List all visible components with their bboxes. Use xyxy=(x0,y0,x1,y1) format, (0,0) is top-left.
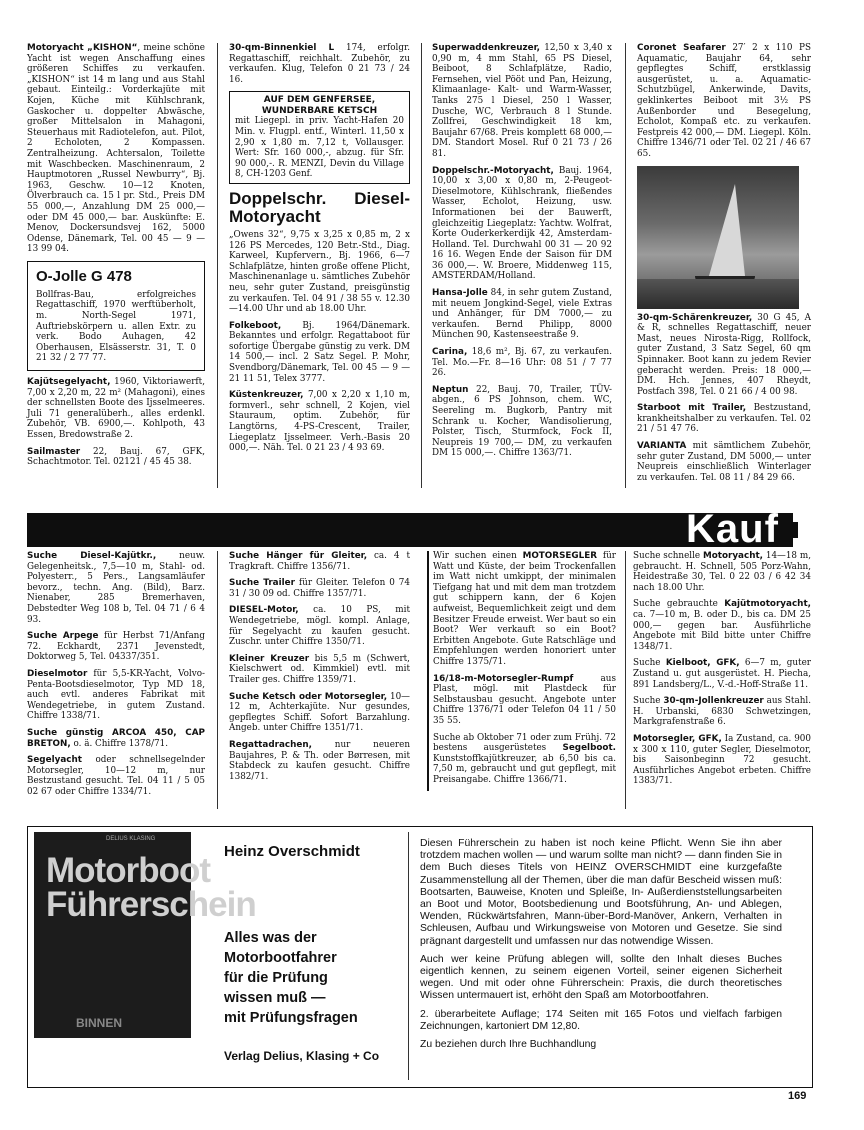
wanted-ad xyxy=(633,551,811,593)
ad-headline: Suche Arpege xyxy=(27,631,99,642)
classified-ad xyxy=(432,166,612,283)
wanted-ad xyxy=(27,551,205,625)
wanted-ad xyxy=(433,733,616,786)
ad-headline: Motoryacht „KISHON“ xyxy=(27,43,138,53)
classified-ad xyxy=(432,347,612,379)
boxed-ad-text: mit Liegepl. in priv. Yacht-Hafen 20 Min. v. Flugpl. entf., Winterl. 11,50 x 2,90 x 1,80 m. 7,12 t, Vollausger. Wert: Sfr. 160 000,-, abzug. für Sfr. 90 000,-. R. MENZI, Devin du Village 8, CH-1203 Genf. xyxy=(235,116,404,180)
ad-text: neuw. Gelegenheitsk., 7,5—10 m, Stahl- od. Polyesterr., 5 Pers., Langsamläufer bevorz., techn. Ang. (Bild), Barz. Nienaber, 285 Bremerhaven, Debstedter Weg 108 b, Tel. 04 71 / 6 4 93. xyxy=(27,551,205,625)
boxed-ad xyxy=(229,91,410,184)
ad-text: „Owens 32“, 9,75 x 3,25 x 0,85 m, 2 x 126 PS Mercedes, 120 Betr.-Std., Diag. Karweel, Kupfervern., Bj. 1966, 6—7 Schlafplätze, hinten große offene Plicht, Maschinenanlage u. sämtliches Zubehör neu, sehr guter Zustand, preisgünstig zu verkaufen. Tel. 04 91 / 38 55 v. 12.30—14.00 Uhr und ab 18.00 Uhr. xyxy=(229,229,410,315)
ad-text: oder schnellsegelnder Motorsegler, 10—12 m, nur Bestzustand gesucht. Tel. 04 11 / 5 05 02 67 oder Chiffre 1334/71. xyxy=(27,755,205,797)
book-author: Heinz Overschmidt xyxy=(224,843,360,860)
ad-text: Suche xyxy=(633,696,664,707)
wanted-ad xyxy=(229,605,410,647)
wanted-ad xyxy=(433,551,616,668)
column-divider xyxy=(217,551,218,809)
book-cover-title: Motorboot Führerschein xyxy=(46,851,256,924)
classified-ad xyxy=(229,43,410,85)
column-divider xyxy=(217,43,218,488)
sailboat-photo xyxy=(637,166,799,309)
ad-text: 1960, Viktoriawerft, 7,00 x 2,20 m, 22 m² (Mahagoni), eines der schnellsten Boote des Ijsselmeeres. Juli 71 generalüberh., alles erdenkl. Zubehör, VB. 6900,—. Kohlpoth, 43 Essen, Bredowstraße 2. xyxy=(27,377,205,440)
ad-large-headline: Doppelschr. Diesel-Motoryacht xyxy=(229,188,410,226)
book-description-paragraph: Auch wer keine Prüfung ablegen will, sollte den Inhalt dieses Buches eigentlich kennen, zu seinem eigenen Vorteil, seiner eigenen Sicherheit wegen. Und mit oder ohne Führerschein: Praxis, die durch theoretisches Wissen untermauert ist, erhöht den Spaß am Motorbootfahren. xyxy=(420,953,782,1002)
ad-text: 6—7 m, guter Zustand u. gut ausgerüstet. H. Piecha, 891 Landsberg/L., V.-d.-Hoff-Straße 11. xyxy=(633,658,811,690)
book-description xyxy=(420,838,782,1057)
classified-ad xyxy=(637,403,811,435)
ad-text: Suche ab Oktober 71 oder zum Frühj. 72 bestens ausgerüstetes xyxy=(433,732,616,754)
ad-headline: Suche Diesel-Kajütkr., xyxy=(27,551,157,561)
ad-headline: 30-qm-Jollenkreuzer xyxy=(663,696,764,707)
section-banner xyxy=(27,513,793,547)
ad-text: nur neueren Baujahres, P. & Th. oder Børresen, mit Stabdeck zu kaufen gesucht. Chiffre 1382/71. xyxy=(229,739,410,782)
book-cover xyxy=(34,832,256,1038)
ad-headline: Starboot mit Trailer, xyxy=(637,403,747,414)
boxed-ad-title: O-Jolle G 478 xyxy=(36,267,132,285)
ad-text: 174, erfolgr. Regattaschiff, reichhalt. Zubehör, zu verkaufen. Klug, Telefon 0 21 73 / 24 16. xyxy=(229,43,410,85)
ad-headline: Suche günstig ARCOA 450, CAP BRETON, xyxy=(27,727,205,749)
boxed-ad xyxy=(27,261,205,371)
ad-text: bis 5,5 m (Schwert, Kielschwert od. Kimmkiel) evtl. mit Trailer ges. Chiffre 1359/71. xyxy=(229,653,410,685)
ad-text: 22, Bauj. 70, Trailer, TÜV-abgen., 6 PS Johnson, chem. WC, Seereling m. Bugkorb, Pantry mit Schrank u. Kocher, Wandisolierung, Polster, Tisch, Sturmfock, Fock II, Neupreis 19 700,— DM, zu verkaufen DM 15 000,—. Chiffre 1363/71. xyxy=(432,384,612,459)
classified-ad xyxy=(432,288,612,341)
page-number: 169 xyxy=(788,1090,807,1102)
ad-text: ca. 7—10 m, B. oder D., bis ca. DM 25 000,— gegen bar. Ausführliche Angebote mit Bild bitte unter Chiffre 1348/71. xyxy=(633,609,811,652)
ad-text: Suche gebrauchte xyxy=(633,599,725,610)
ad-text: Ia Zustand, ca. 900 x 300 x 110, guter Segler, Dieselmotor, bis Saisonbeginn 72 gesucht. Ausführliches Angebot erbeten. Chiffre 1383/71. xyxy=(633,733,811,787)
ad-text: Bestzustand, krankheitshalber zu verkaufen. Tel. 02 21 / 51 47 76. xyxy=(637,403,811,435)
ad-text: aus Stahl. H. Urbanski, 6830 Schwetzingen, Markgrafenstraße 6. xyxy=(633,696,811,728)
ad-text: Suche schnelle xyxy=(633,551,703,561)
ad-headline: Segelyacht xyxy=(27,755,82,766)
ad-text: , meine schöne Yacht ist wegen Anschaffung eines größeren Schiffes zu verkaufen. „KISHON“ ist 14 m lang und aus Stahl gebaut. Einteilg.: Vorderkajüte mit Kojen, Küche mit Kühlschrank, Gaskocher u. doppelter Abwäsche, großer Mittelsalon in Mahagoni, Steuerhaus mit Radiotelefon, aut. Pilot, 2 Echoloten, 2 Kompassen. Zentralheizung. Achtersalon, Toilette mit Waschbecken. Maschinenraum, 2 Hauptmotoren „Russel Newburry“, Bj. 1963, Geschw. 10—12 Knoten, Ölverbrauch ca. 15 l pr. Std., Preis DM 55 000,—, Anzahlung DM 25 000,— oder DM 45 000,— bar. Auskünfte: E. Menov, Dockersundsvej 162, 5000 Odense, Dänemark, Tel. 00 45 — 9 — 13 99 04. xyxy=(27,43,205,255)
classified-ad xyxy=(229,321,410,385)
wanted-ad xyxy=(27,728,205,749)
ad-headline: Kajütsegelyacht, xyxy=(27,377,111,388)
ad-text: 14—18 m, gebraucht. H. Schnell, 505 Porz-Wahn, Heidestraße 30, Tel. 0 22 03 / 6 42 34 nach 18.00 Uhr. xyxy=(633,551,811,593)
water-shape xyxy=(637,279,799,309)
book-availability: Zu beziehen durch Ihre Buchhandlung xyxy=(420,1039,597,1051)
ad-headline: VARIANTA xyxy=(637,441,687,452)
classified-ad xyxy=(432,43,612,160)
ad-headline: DIESEL-Motor, xyxy=(229,605,299,616)
ad-text: 10—12 m, Achterkajüte. Nur gesundes, gepflegtes Schiff. Sofort Barzahlung. Angeb. unter Chiffre 1351/71. xyxy=(229,691,410,734)
ad-text: 27′ 2 x 110 PS Aquamatic, Baujahr 64, sehr gepflegtes Schiff, erstklassig ausgerüstet, u. a. Aquamatic-Schutzbügel, Ankerwinde, Davits, geklinkertes Beiboot mit 3½ PS Außenborder und Besegelung, Echolot, Kompaß etc. zu verkaufen. Festpreis 42 000,— DM. Liegepl. Köln. Chiffre 1346/71 oder Tel. 02 21 / 46 67 65. xyxy=(637,43,811,159)
ad-headline: 30-qm-Schärenkreuzer, xyxy=(637,312,753,323)
wanted-ad xyxy=(229,740,410,782)
ad-text: für Gleiter. Telefon 0 74 31 / 30 09 od. Chiffre 1357/71. xyxy=(229,578,410,599)
ad-headline: Kielboot, GFK, xyxy=(665,658,740,669)
book-publisher-mark: DELIUS KLASING xyxy=(106,836,156,842)
column-divider xyxy=(625,43,626,488)
wanted-ad xyxy=(229,551,410,572)
ad-headline: Hansa-Jolle xyxy=(432,288,488,299)
section-banner-label: Kauf xyxy=(686,507,779,551)
book-publisher: Verlag Delius, Klasing + Co xyxy=(224,1049,380,1063)
ad-text: Suche xyxy=(633,658,666,669)
wanted-ad xyxy=(229,692,410,734)
ad-headline: Carina, xyxy=(432,347,468,358)
wanted-ad xyxy=(229,578,410,599)
ad-text: 22, Bauj. 67, GFK, Schachtmotor. Tel. 02121 / 45 45 38. xyxy=(27,446,205,468)
ad-headline: Suche Hänger für Gleiter, xyxy=(229,551,368,561)
ad-text: Bj. 1964/Dänemark. Bekanntes und erfolgr. Regattaboot für sofortige Übergabe günstig zu verk. DM 14 500,— incl. 2 Satz Segel. P. Mohr, Svendborg/Dänemark, Tel. 00 45 — 9 — 21 11 51, Telex 3777. xyxy=(229,320,410,384)
ad-headline: Kajütmotoryacht, xyxy=(724,599,811,610)
sail-shape xyxy=(709,184,745,276)
ad-text: ca. 4 t Tragkraft. Chiffre 1356/71. xyxy=(229,551,410,572)
classified-ad xyxy=(637,441,811,483)
wanted-ad xyxy=(633,658,811,690)
classified-ad xyxy=(637,43,811,160)
boxed-ad-title: AUF DEM GENFERSEE, WUNDERBARE KETSCH xyxy=(261,95,378,116)
ad-text: Bauj. 1964, 10,00 x 3,00 x 0,80 m, 2-Peugeot-Dieselmotore, Kühlschrank, fließendes Wasser, Echolot, Heizung, usw. Informationen bei der Bauwerft, gleichzeitig Liegeplatz: Yachtw. Wolfrat, Korte Ouderkerkerdijk 42, Amsterdam-Holland. Tel. Durchwahl 00 31 — 20 92 16 16. Wegen Ende der Saison für DM 36 000,—. W. Broere, Middenweg 115, AMSTERDAM/Holland. xyxy=(432,165,612,282)
ad-headline: Sailmaster xyxy=(27,446,81,457)
ad-text: für 5,5-KR-Yacht, Volvo-Penta-Bootsdieselmotor, Typ MD 18, auch evtl. anderes Fabrikat mit Wendegetriebe, in gutem Zustand. Chiffre 1338/71. xyxy=(27,668,205,722)
ad-headline: Suche Ketsch oder Motorsegler, xyxy=(229,691,388,702)
wanted-ad xyxy=(433,674,616,727)
book-description-paragraph: Diesen Führerschein zu haben ist noch keine Pflicht. Wenn Sie ihn aber trotzdem machen wollen — und warum sollte man nicht? — dann finden Sie in dem Buch dieses Titels von HEINZ OVERSCHMIDT eine kurzgefaßte Zusammenstellung all der Themen, über die man dafür Bescheid wissen muß: Bootsarten, Bauweise, Knoten und Spleiße, In- Außerdienststellungsarbeiten an Boot und Motor, Bootsbedienung und Bootsführung, An- und Ablegen, Wenden, Rückwärtsfahren, Mann-über-Bord-Manöver, Ankern, Verhalten in Schleusen, Aufbau und Wirkungsweise von Motoren und Gesetze. Sie sind prägnant dargestellt und umfassen nur das notwendige Wissen. xyxy=(420,838,782,947)
ad-text: mit sämtlichem Zubehör, sehr guter Zustand, DM 5000,— unter Neupreis einschließlich Winterlager zu verkaufen. Tel. 08 11 / 84 29 66. xyxy=(637,441,811,483)
wanted-column-2 xyxy=(229,551,410,788)
ad-text: 84, in sehr gutem Zustand, mit neuem Jongkind-Segel, viele Extras und Anhänger, für DM 7000,— zu verkaufen. Bernd Philipp, 8000 München 90, Kastenseestraße 9. xyxy=(432,288,612,341)
ad-text: 7,00 x 2,20 x 1,10 m, formverl., sehr schnell, 2 Kojen, viel Stauraum, optim. Zubehör, für Langtörns, 4-PS-Crescent, Trailer, Liegeplatz Ijsselmeer. Verh.-Basis 20 000,—. Näh. Tel. 0 21 23 / 4 93 69. xyxy=(229,390,410,454)
classified-ad xyxy=(432,385,612,459)
classified-ad xyxy=(27,377,205,441)
classified-ad xyxy=(637,313,811,398)
ad-headline: Doppelschr.-Motoryacht, xyxy=(432,165,554,176)
ad-headline: Suche Trailer xyxy=(229,578,295,589)
wanted-ad xyxy=(633,696,811,728)
ad-headline: Motoryacht, xyxy=(702,551,764,561)
column-divider xyxy=(625,551,626,809)
ad-headline: MOTORSEGLER xyxy=(522,551,598,561)
ad-headline: Superwaddenkreuzer, xyxy=(432,43,540,53)
ad-text: für Watt und Küste, der beim Trockenfallen im Watt nicht umkippt, der minimalen Tiefgang hat und mit dem man trotzdem gut schippern kann, der 6 Kojen aufweist, Bequemlichkeit zeigt und dem Besitzer Freude erweist. Wer baut so ein Boot? Wer verkauft so ein Boot? Erbitten Angebote. Gute Ratschläge und Empfehlungen werden honoriert unter Chiffre 1375/71. xyxy=(433,551,616,667)
promo-divider xyxy=(408,832,409,1080)
ad-text: 12,50 x 3,40 x 0,90 m, 4 mm Stahl, 65 PS Diesel, Beiboot, 8 Schlafplätze, Radio, Fernsehen, viel Pööt und Pan, Heizung, Klimaanlage- Kalt- und Warm-Wasser, Tanks 275 l Diesel, 250 l Wasser, Dusche, WC, Verbrauch 8 l Stunde. Zollfrei, Geschwindigkeit 18 km, Baujahr 67/68. Preis komplett 68 000,— DM. Standort Mosel. Ruf 0 21 73 / 26 81. xyxy=(432,43,612,159)
wanted-ad xyxy=(27,669,205,722)
ad-headline: Motorsegler, GFK, xyxy=(633,733,722,744)
ad-text: 30 G 45, A & R, schnelles Regattaschiff, neuer Mast, neues Nirosta-Rigg, Rollfock, guter Zustand, 3 Satz Segel, 60 qm Spinnaker. Boot kann zu jedem Revier geberacht werden. Preis: 18 000,— DM. Hch. Jennes, 407 Rheydt, Postfach 398, Tel. 0 21 66 / 4 00 98. xyxy=(637,312,811,397)
ad-text: Kunststoffkajütkreuzer, ab 6,50 bis ca. 7,50 m, gebraucht und gut gepflegt, mit Preisangabe. Chiffre 1366/71. xyxy=(433,753,616,785)
ad-headline: Dieselmotor xyxy=(27,668,88,679)
ad-headline: Segelboot. xyxy=(562,743,616,754)
column-4 xyxy=(637,43,811,489)
column-divider xyxy=(421,43,422,488)
column-1 xyxy=(27,43,205,474)
wanted-column-1 xyxy=(27,551,205,803)
book-edition-info: 2. überarbeitete Auflage; 174 Seiten mit 165 Fotos und vielfach farbigen Zeichnungen, kartoniert DM 12,80. xyxy=(420,1008,782,1032)
ad-text: ca. 10 PS, mit Wendegetriebe, mögl. kompl. Anlage, für Segelyacht zu kaufen gesucht. Zuschr. unter Chiffre 1350/71. xyxy=(229,605,410,648)
ad-headline: Kleiner Kreuzer xyxy=(229,653,310,664)
wanted-ad xyxy=(27,631,205,663)
ad-headline: Neptun xyxy=(432,384,469,395)
ad-text: 18,6 m², Bj. 67, zu verkaufen. Tel. Mo.—Fr. 8—16 Uhr: 08 51 / 7 77 26. xyxy=(432,347,612,379)
ad-text: Wir suchen einen xyxy=(433,551,523,561)
classified-ad xyxy=(27,43,205,255)
wanted-ad xyxy=(633,734,811,787)
boxed-ad-text: Bollfras-Bau, erfolgreiches Regattaschiff, 1970 werftüberholt, m. North-Segel 1971, Auftriebskörpern u. allen Extr. zu verk. Bodo Auhagen, 42 Oberhausen, Elsässerstr. 31, T. 0 21 32 / 2 77 77. xyxy=(36,289,196,364)
wanted-ad xyxy=(27,755,205,797)
ad-text: aus Plast, mögl. mit Plastdeck für Selbstausbau gesucht. Angebote unter Chiffre 1376/71 oder Telefon 04 11 / 50 35 55. xyxy=(433,673,616,726)
column-2 xyxy=(229,43,410,460)
ad-headline: Küstenkreuzer, xyxy=(229,390,304,401)
section-banner-end xyxy=(790,522,798,538)
classified-ad xyxy=(229,390,410,454)
column-3 xyxy=(432,43,612,465)
book-cover-subtitle: BINNEN xyxy=(76,1016,123,1030)
wanted-ad xyxy=(229,654,410,686)
ad-headline: Regattadrachen, xyxy=(229,739,312,750)
classified-ad xyxy=(27,447,205,468)
ad-text: für Herbst 71/Anfang 72. Eckhardt, 2371 Jevenstedt, Doktorweg 5, Tel. 04337/351. xyxy=(27,631,205,663)
wanted-ad xyxy=(633,599,811,652)
ad-headline: 30-qm-Binnenkiel L xyxy=(229,43,335,53)
wanted-column-3 xyxy=(427,551,616,791)
ad-headline: 16/18-m-Motorsegler-Rumpf xyxy=(433,673,574,684)
ad-headline: Coronet Seafarer xyxy=(637,43,726,53)
ad-text: o. ä. Chiffre 1378/71. xyxy=(70,738,169,749)
book-slogan: Alles was der Motorbootfahrer für die Prüfung wissen muß — mit Prüfungsfragen xyxy=(224,930,358,1026)
wanted-column-4 xyxy=(633,551,811,793)
ad-headline: Folkeboot, xyxy=(229,320,282,331)
